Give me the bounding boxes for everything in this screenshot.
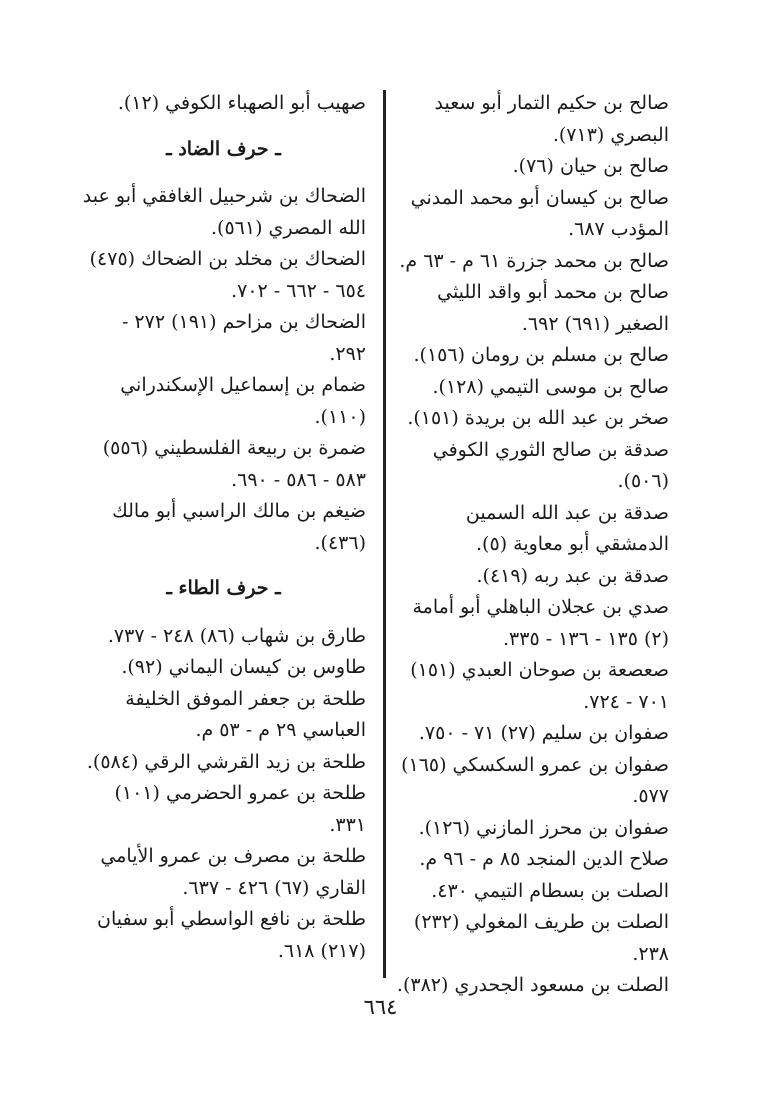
index-entry: صهيب أبو الصهباء الكوفي (١٢). [117,92,366,114]
index-entry: صالح بن مسلم بن رومان (١٥٦). [413,344,669,366]
index-entry: الضحاك بن شرحبيل الغافقي أبو عبد الله المصري (٥٦١). [82,185,366,239]
index-entry: صالح بن حيان (٧٦). [512,155,669,177]
index-entry: طارق بن شهاب (٨٦) ٢٤٨ - ٧٣٧. [107,624,366,647]
index-entry: صفوان بن عمرو السكسكي (١٦٥) ٥٧٧. [401,753,669,807]
index-entry: صالح بن كيسان أبو محمد المدني المؤدب ٦٨٧. [410,186,669,240]
index-entry: الصلت بن مسعود الجحدري (٣٨٢). [396,974,669,996]
index-entry: صالح بن محمد جزرة ٦١ م - ٦٣ م. [399,249,669,272]
index-entry: صالح بن حكيم التمار أبو سعيد البصري (٧١٣). [434,92,669,146]
index-entry: الصلت بن طريف المغولي (٢٣٢) ٢٣٨. [413,911,669,965]
section-heading-dad: ـ حرف الضاد ـ [166,137,281,160]
index-entry: صلاح الدين المنجد ٨٥ م - ٩٦ م. [419,848,669,870]
right-column [389,88,669,1002]
page-number: ٦٦٤ [363,995,398,1019]
column-divider [383,90,386,978]
index-entry: صالح بن موسى التيمي (١٢٨). [432,375,669,398]
index-entry: ضيغم بن مالك الراسبي أبو مالك (٤٣٦). [112,500,366,554]
index-entry: صدقة بن عبد ربه (٤١٩). [476,564,669,587]
index-entry: ضمرة بن ربيعة الفلسطيني (٥٥٦) ٥٨٣ - ٥٨٦ - ٦٩٠. [102,437,366,491]
index-entry: صعصعة بن صوحان العبدي (١٥١) ٧٠١ - ٧٢٤. [410,659,669,713]
index-entry: طلحة بن نافع الواسطي أبو سفيان (٢١٧) ٦١٨. [97,908,366,962]
index-entry: الصلت بن بسطام التيمي ٤٣٠. [431,879,669,902]
index-entry: صالح بن محمد أبو واقد الليثي الصغير (٦٩١) ٦٩٢. [437,281,669,335]
index-entry: صدقة بن عبد الله السمين الدمشقي أبو معاوية (٥). [465,501,669,555]
index-entry: صفوان بن سليم (٢٧) ٧١ - ٧٥٠. [418,722,669,744]
index-entry: طلحة بن عمرو الحضرمي (١٠١) ٣٣١. [114,782,366,836]
left-column [81,88,366,967]
index-entry: صخر بن عبد الله بن بريدة (١٥١). [407,407,669,429]
index-entry: صدقة بن صالح الثوري الكوفي (٥٠٦). [432,438,669,492]
index-entry: ضمام بن إسماعيل الإسكندراني (١١٠). [120,374,366,428]
index-entry: طلحة بن مصرف بن عمرو الأيامي القاري (٦٧) ٤٢٦ - ٦٣٧. [100,845,366,899]
index-entry: طلحة بن جعفر الموفق الخليفة العباسي ٢٩ م - ٥٣ م. [125,687,366,741]
index-entry: صدي بن عجلان الباهلي أبو أمامة (٢) ١٣٥ - ١٣٦ - ٣٣٥. [412,596,669,650]
index-entry: طاوس بن كيسان اليماني (٩٢). [121,656,366,678]
index-entry: الضحاك بن مزاحم (١٩١) ٢٧٢ - ٢٩٢. [121,311,366,365]
index-entry: صفوان بن محرز المازني (١٢٦). [418,816,669,839]
index-entry: الضحاك بن مخلد بن الضحاك (٤٧٥) ٦٥٤ - ٦٦٢ - ٧٠٢. [89,248,366,302]
section-heading-ta: ـ حرف الطاء ـ [166,577,281,599]
index-entry: طلحة بن زيد القرشي الرقي (٥٨٤). [86,750,366,773]
